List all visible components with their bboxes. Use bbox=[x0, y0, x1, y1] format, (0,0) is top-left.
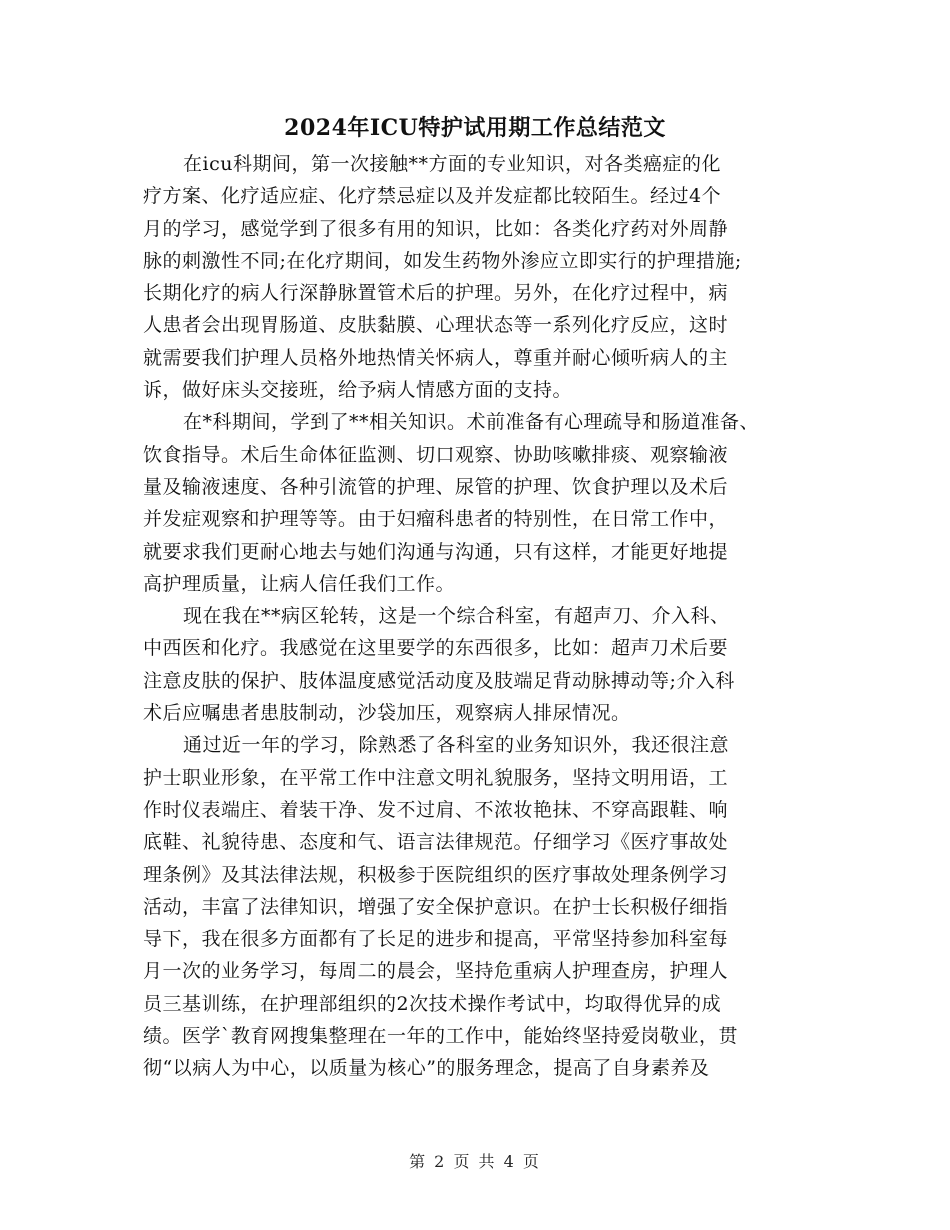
paragraph-3-line-2: 中西医和化疗。我感觉在这里要学的东西很多，比如：超声刀术后要 bbox=[143, 637, 729, 660]
paragraph-2-line-4: 并发症观察和护理等等。由于妇瘤科患者的特别性，在日常工作中， bbox=[143, 508, 729, 531]
paragraph-1-line-7: 就需要我们护理人员格外地热情关怀病人，尊重并耐心倾听病人的主 bbox=[143, 346, 729, 369]
paragraph-4-line-11: 彻“以病人为中心，以质量为核心”的服务理念，提高了自身素养及 bbox=[143, 1057, 710, 1080]
paragraph-1-line-2: 疗方案、化疗适应症、化疗禁忌症以及并发症都比较陌生。经过4个 bbox=[143, 185, 722, 208]
paragraph-2-line-3: 量及输液速度、各种引流管的护理、尿管的护理、饮食护理以及术后 bbox=[143, 475, 729, 498]
paragraph-2-line-1: 在*科期间，学到了**相关知识。术前准备有心理疏导和肠道准备、 bbox=[183, 411, 760, 434]
paragraph-4-line-10: 绩。医学`教育网搜集整理在一年的工作中，能始终坚持爱岗敬业，贯 bbox=[143, 1025, 739, 1048]
paragraph-1-line-1: 在icu科期间，第一次接触**方面的专业知识，对各类癌症的化 bbox=[183, 153, 721, 175]
paragraph-1-line-4: 脉的刺激性不同;在化疗期间，如发生药物外渗应立即实行的护理措施; bbox=[143, 249, 742, 272]
paragraph-4-line-9: 员三基训练，在护理部组织的2次技术操作考试中，均取得优异的成 bbox=[143, 992, 722, 1015]
paragraph-2-line-2: 饮食指导。术后生命体征监测、切口观察、协助咳嗽排痰、观察输液 bbox=[143, 443, 729, 466]
paragraph-4-line-7: 导下，我在很多方面都有了长足的进步和提高，平常坚持参加科室每 bbox=[143, 928, 729, 951]
paragraph-1-line-8: 诉，做好床头交接班，给予病人情感方面的支持。 bbox=[143, 379, 573, 402]
document-body bbox=[143, 148, 823, 1085]
paragraph-2-line-6: 高护理质量，让病人信任我们工作。 bbox=[143, 572, 456, 595]
paragraph-4-line-1: 通过近一年的学习，除熟悉了各科室的业务知识外，我还很注意 bbox=[183, 734, 730, 757]
paragraph-3-line-4: 术后应嘱患者患肢制动，沙袋加压，观察病人排尿情况。 bbox=[143, 702, 631, 725]
paragraph-4-line-5: 理条例》及其法律法规，积极参于医院组织的医疗事故处理条例学习 bbox=[143, 863, 729, 886]
paragraph-2-line-5: 就要求我们更耐心地去与她们沟通与沟通，只有这样，才能更好地提 bbox=[143, 540, 729, 563]
paragraph-4-line-3: 作时仪表端庄、着装干净、发不过肩、不浓妆艳抹、不穿高跟鞋、响 bbox=[143, 798, 729, 821]
paragraph-1-line-3: 月的学习，感觉学到了很多有用的知识，比如：各类化疗药对外周静 bbox=[143, 217, 729, 240]
paragraph-4-line-8: 月一次的业务学习，每周二的晨会，坚持危重病人护理查房，护理人 bbox=[143, 960, 729, 983]
paragraph-4-line-2: 护士职业形象，在平常工作中注意文明礼貌服务，坚持文明用语，工 bbox=[143, 766, 729, 789]
document-title: 2024年ICU特护试用期工作总结范文 bbox=[284, 115, 666, 141]
paragraph-1-line-6: 人患者会出现胃肠道、皮肤黏膜、心理状态等一系列化疗反应，这时 bbox=[143, 314, 729, 337]
paragraph-1-line-5: 长期化疗的病人行深静脉置管术后的护理。另外，在化疗过程中，病 bbox=[143, 282, 729, 305]
paragraph-3-line-3: 注意皮肤的保护、肢体温度感觉活动度及肢端足背动脉搏动等;介入科 bbox=[143, 669, 735, 692]
paragraph-4-line-4: 底鞋、礼貌待患、态度和气、语言法律规范。仔细学习《医疗事故处 bbox=[143, 831, 729, 854]
paragraph-4-line-6: 活动，丰富了法律知识，增强了安全保护意识。在护士长积极仔细指 bbox=[143, 895, 729, 918]
paragraph-3-line-1: 现在我在**病区轮转，这是一个综合科室，有超声刀、介入科、 bbox=[183, 605, 730, 628]
page-footer: 第 2 页 共 4 页 bbox=[409, 1152, 541, 1171]
